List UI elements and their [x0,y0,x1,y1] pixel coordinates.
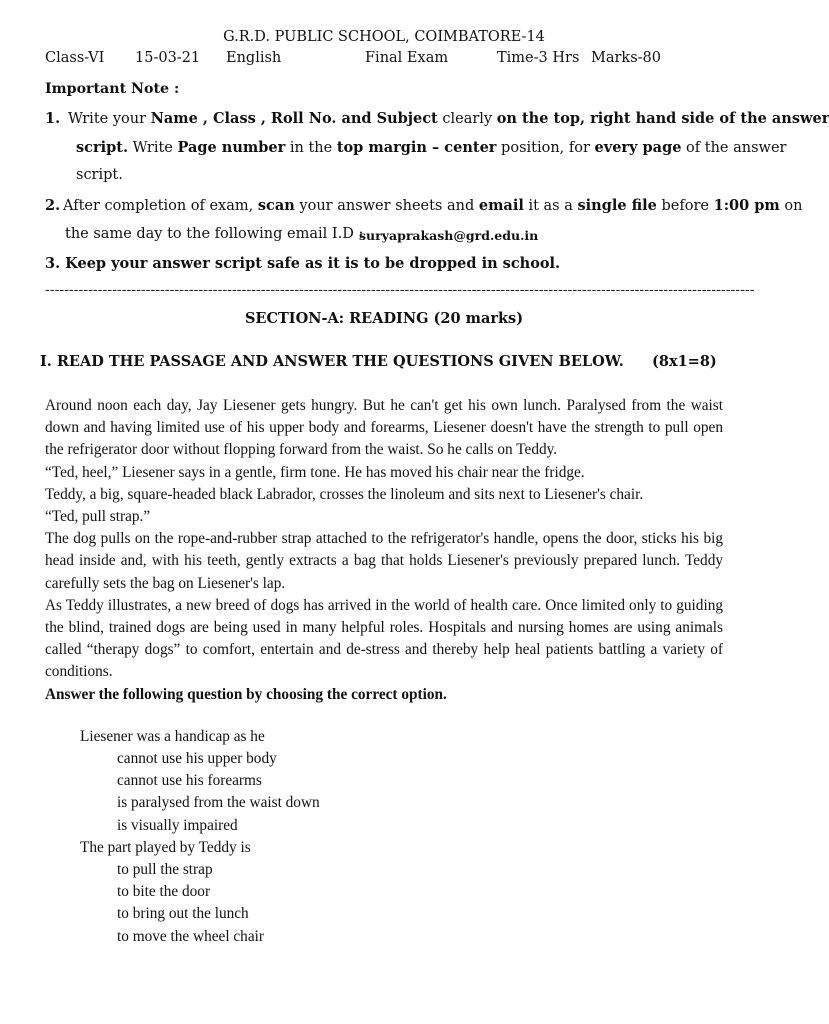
note-text-bold: every page [594,139,682,156]
question-option: is paralysed from the waist down [117,794,320,811]
passage-paragraph: Teddy, a big, square-headed black Labrador, crosses the linoleum and sits next to Liesener's chair. [45,485,644,503]
note-1-number: 1. [45,110,61,127]
note-text: Write [128,140,178,156]
note-text-bold: email [478,197,524,214]
note-text: After completion of exam, [63,198,258,214]
class-label: Class-VI [45,50,105,66]
question-option: to move the wheel chair [117,928,264,945]
note-text-bold: scan [257,197,295,214]
passage-paragraph: “Ted, pull strap.” [45,508,151,526]
note-text: Write your [68,111,151,127]
note-text: your answer sheets and [294,198,479,214]
passage-paragraph: Around noon each day, Jay Liesener gets hungry. But he can't get his own lunch. Paralysed from the waist down and having limited use of his upper body and forearms, Liesener doesn't have the strength to pull open the refrigerator door without flopping forward from the waist. So he calls on Teddy. [45,397,723,459]
question-option: to bite the door [117,883,211,900]
reading-passage [45,395,723,706]
passage-paragraph: The dog pulls on the rope-and-rubber strap attached to the refrigerator's handle, opens the door, sticks his big head inside and, with his teeth, gently extracts a bag that holds Liesener's previously prepared lunch. Teddy carefully sets the bag on Liesener's lap. [45,530,723,592]
note-text: it as a [523,198,578,214]
note-3: 3. Keep your answer script safe as it is to be dropped in school. [45,255,561,272]
note-text: of the answer [681,140,787,156]
section-title: SECTION-A: READING (20 marks) [244,310,524,327]
question-option: cannot use his forearms [117,772,262,789]
answer-instruction: Answer the following question by choosing the correct option. [45,685,447,703]
note-1-line-1 [68,110,829,127]
divider-line: ---------------------------------------------------------------------------------------------------------------------------------------------------- [45,282,755,298]
note-text: before [656,198,714,214]
important-note-heading: Important Note : [45,81,180,97]
exam-date: 15-03-21 [135,50,201,66]
exam-marks: Marks-80 [591,50,662,66]
note-text: in the [285,140,337,156]
note-text-bold: Page number [177,139,286,156]
question-option: is visually impaired [117,817,238,834]
question-stem: Liesener was a handicap as he [80,728,265,745]
note-1-line-2 [76,139,786,156]
exam-time: Time-3 Hrs [497,50,580,66]
note-1-line-3: script. [76,167,123,183]
question-option: to pull the strap [117,861,213,878]
school-name: G.R.D. PUBLIC SCHOOL, COIMBATORE-14 [223,29,545,45]
note-text: clearly [437,111,497,127]
note-text-bold: single file [577,197,657,214]
note-2-line-2: the same day to the following email I.D : [65,226,364,242]
note-text-bold: script. [76,139,129,156]
note-text: position, for [496,140,595,156]
passage-paragraph: “Ted, heel,” Liesener says in a gentle, firm tone. He has moved his chair near the fridge. [45,463,585,481]
note-text-bold: 1:00 pm [713,197,780,214]
question-stem: The part played by Teddy is [80,839,251,856]
exam-name: Final Exam [365,50,449,66]
note-text-bold: top margin – center [336,139,497,156]
note-text-bold: Name , Class , Roll No. and Subject [150,110,438,127]
note-text-bold: on the top, right hand side of the answer [496,110,829,127]
passage-paragraph: As Teddy illustrates, a new breed of dogs has arrived in the world of health care. Once limited only to guiding the blind, trained dogs are being used in many helpful roles. Hospitals and nursing homes are using animals called “therapy dogs” to comfort, entertain and de-stress and thereby help heal patients battling a variety of conditions. [45,596,723,681]
note-text: on [779,198,803,214]
note-2-number: 2. [45,197,61,214]
question-option: cannot use his upper body [117,750,277,767]
submission-email[interactable]: suryaprakash@grd.edu.in [359,228,539,243]
question-marks: (8x1=8) [652,353,717,370]
note-2-line-1 [63,197,802,214]
question-option: to bring out the lunch [117,905,249,922]
subject-label: English [226,50,282,66]
question-heading: I. READ THE PASSAGE AND ANSWER THE QUESTIONS GIVEN BELOW. [40,353,624,370]
